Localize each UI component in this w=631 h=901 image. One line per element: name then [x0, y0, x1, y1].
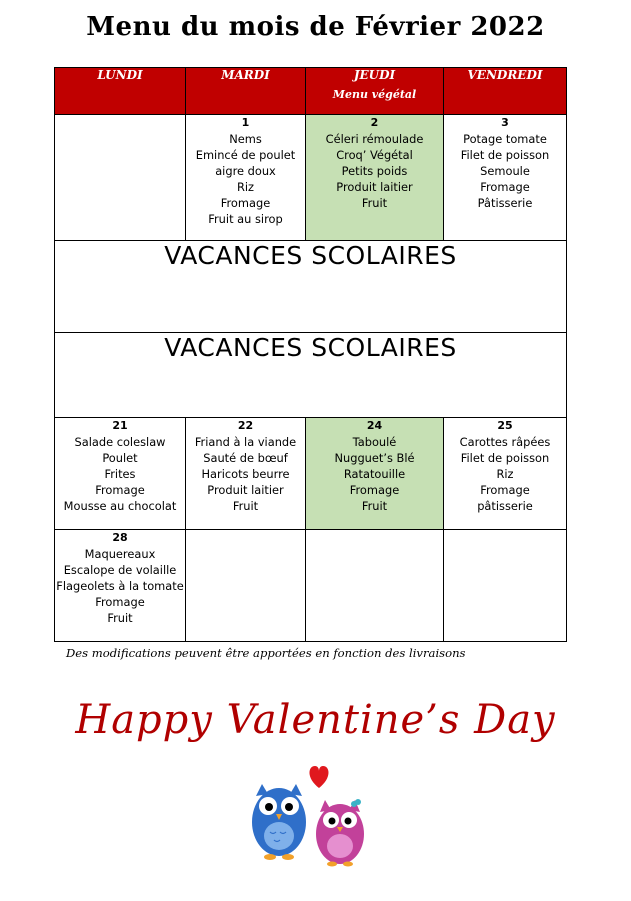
day-number: 2 [370, 116, 379, 129]
menu-item: Filet de poisson [460, 148, 550, 162]
menu-item: Maquereaux [84, 547, 156, 561]
menu-item: Nems [229, 132, 262, 146]
menu-item: Semoule [480, 164, 530, 178]
menu-item: Friand à la viande [194, 435, 297, 449]
empty-cell [186, 530, 306, 642]
menu-item: Fruit [107, 611, 133, 625]
week-row-4 [55, 418, 567, 530]
menu-item: Pâtisserie [477, 196, 533, 210]
week-row-5 [55, 530, 567, 642]
menu-item: Fruit au sirop [208, 212, 283, 226]
day-cell-jeudi-2 [306, 115, 444, 241]
menu-item: Escalope de volaille [63, 563, 177, 577]
menu-item: Emincé de poulet [195, 148, 296, 162]
vacation-row-1 [55, 241, 567, 333]
empty-cell [444, 530, 567, 642]
menu-item: Mousse au chocolat [63, 499, 177, 513]
day-cell-empty [55, 115, 186, 241]
owls-illustration [248, 760, 373, 870]
menu-item: aigre doux [215, 164, 276, 178]
menu-item: Fromage [220, 196, 271, 210]
menu-item: Nugguet’s Blé [334, 451, 415, 465]
header-vendredi: VENDREDI [444, 68, 567, 115]
menu-item: Sauté de bœuf [203, 451, 288, 465]
menu-item: Fruit [232, 499, 259, 513]
vacation-banner: VACANCES SCOLAIRES [55, 333, 567, 418]
valentine-heading: Happy Valentine’s Day [75, 697, 556, 743]
day-number: 24 [366, 419, 383, 432]
day-number: 1 [241, 116, 250, 129]
day-number: 28 [112, 531, 128, 544]
menu-item: Riz [236, 180, 255, 194]
empty-cell [306, 530, 444, 642]
menu-item: Poulet [102, 451, 138, 465]
menu-item: Produit laitier [207, 483, 284, 497]
header-lundi: LUNDI [55, 68, 186, 115]
week-row-1 [55, 115, 567, 241]
day-cell-lundi-21 [55, 418, 186, 530]
day-cell-mardi-1 [186, 115, 306, 241]
header-jeudi-label: JEUDI [353, 68, 396, 82]
menu-item: Petits poids [341, 164, 408, 178]
day-cell-vendredi-25 [444, 418, 567, 530]
disclaimer-note: Des modifications peuvent être apportées en fonction des livraisons [66, 646, 466, 660]
heart-icon [309, 766, 328, 788]
menu-item: Croq’ Végétal [336, 148, 413, 162]
menu-item: Céleri rémoulade [325, 132, 424, 146]
header-jeudi-subtitle: Menu végétal [332, 88, 417, 101]
menu-item: Ratatouille [343, 467, 406, 481]
menu-item: Fromage [480, 180, 530, 194]
page-title: Menu du mois de Février 2022 [86, 12, 545, 42]
menu-item: Riz [496, 467, 514, 481]
blue-owl-icon [252, 784, 306, 860]
menu-item: Salade coleslaw [74, 435, 166, 449]
menu-item: Flageolets à la tomate [56, 579, 184, 593]
header-row [55, 68, 567, 115]
menu-item: Fruit [361, 499, 388, 513]
menu-table [54, 67, 567, 642]
menu-item: Fromage [480, 483, 530, 497]
day-number: 25 [497, 419, 513, 432]
menu-item: Frites [104, 467, 136, 481]
menu-item: pâtisserie [477, 499, 533, 513]
menu-item: Haricots beurre [201, 467, 290, 481]
day-cell-lundi-28 [55, 530, 186, 642]
day-number: 3 [501, 116, 509, 129]
menu-item: Taboulé [352, 435, 397, 449]
header-jeudi [306, 68, 444, 115]
menu-item: Produit laitier [336, 180, 413, 194]
header-mardi: MARDI [186, 68, 306, 115]
day-cell-jeudi-24 [306, 418, 444, 530]
day-number: 22 [237, 419, 254, 432]
day-cell-vendredi-3 [444, 115, 567, 241]
menu-item: Fromage [95, 595, 145, 609]
vacation-banner: VACANCES SCOLAIRES [55, 241, 567, 333]
vacation-row-2 [55, 333, 567, 418]
menu-item: Potage tomate [463, 132, 547, 146]
menu-item: Fromage [349, 483, 400, 497]
menu-item: Fruit [361, 196, 388, 210]
day-cell-mardi-22 [186, 418, 306, 530]
menu-item: Filet de poisson [460, 451, 550, 465]
day-number: 21 [112, 419, 128, 432]
menu-item: Carottes râpées [459, 435, 551, 449]
menu-item: Fromage [95, 483, 145, 497]
pink-owl-icon [316, 799, 364, 867]
